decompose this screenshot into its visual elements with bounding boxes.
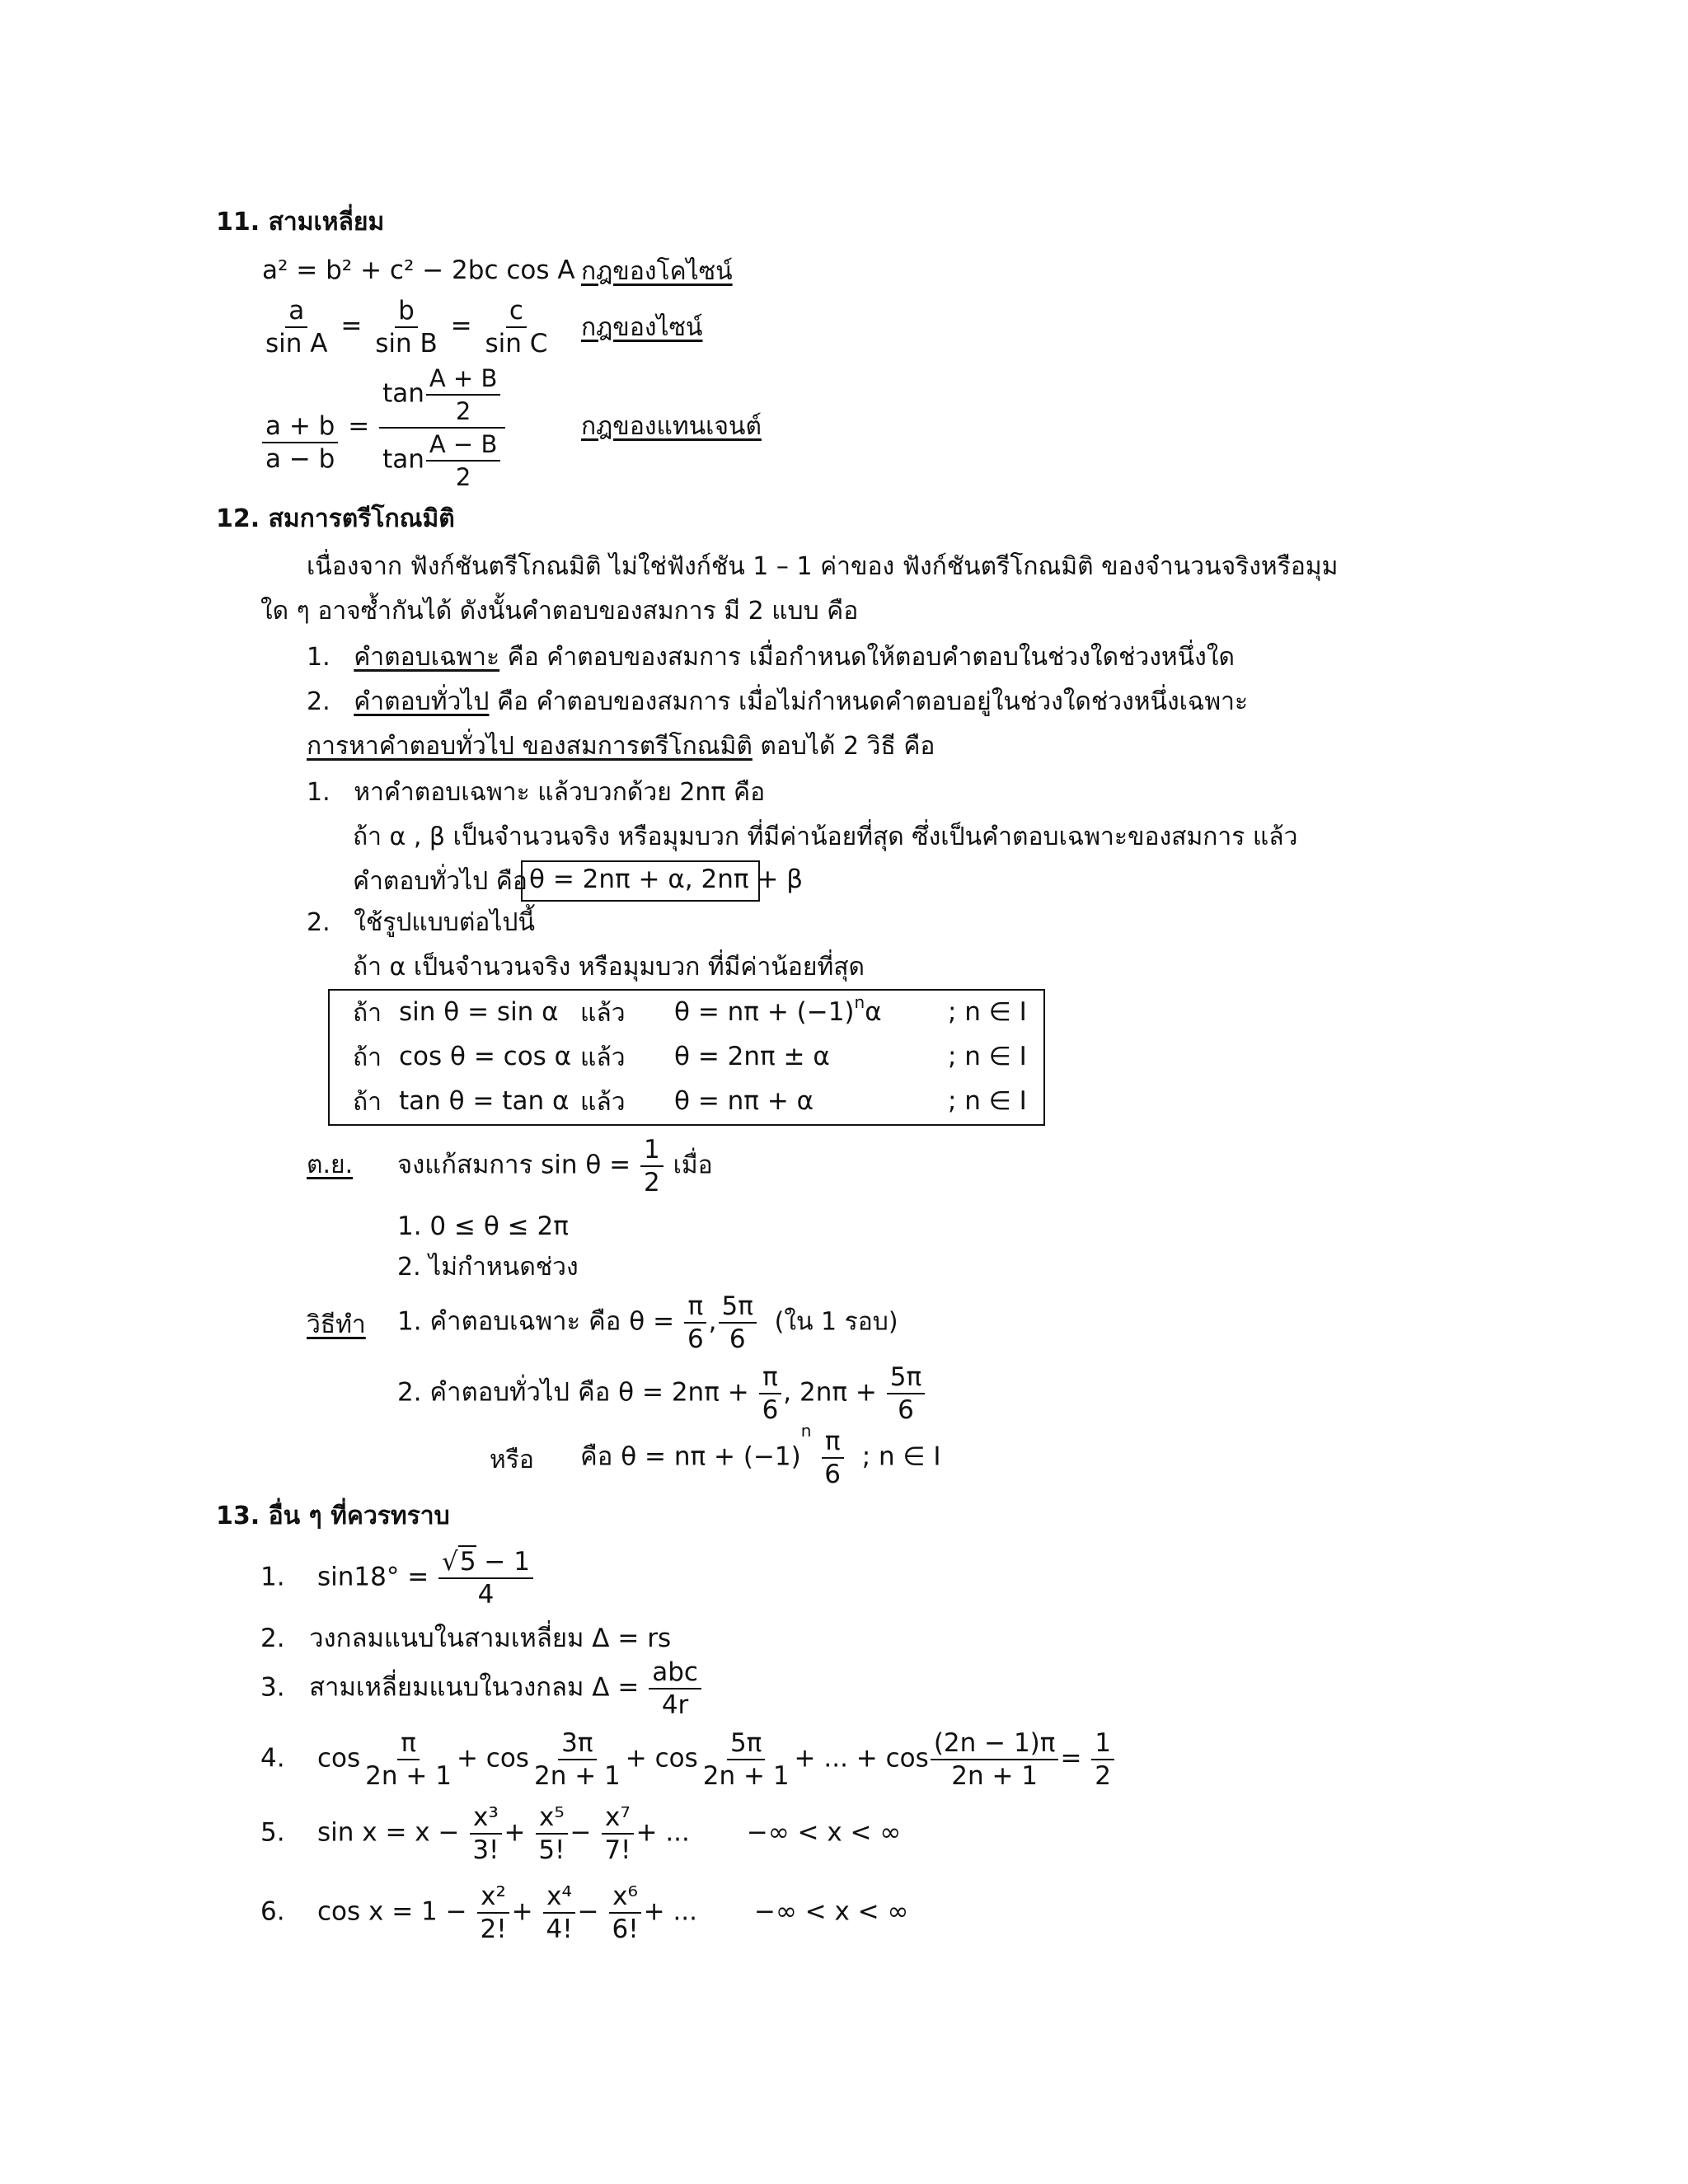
- solution-label: วิธีทำ: [307, 1310, 366, 1339]
- solution-step-2: 2. คำตอบทั่วไป คือ θ = 2nπ + $\frac{\pi}{6}$ , 2nπ + $\frac{5\pi}{6}$: [397, 1361, 926, 1426]
- solution-step-3: คือ $\theta = n\pi + (-1)^n$ $\frac{\pi}{6}$ ; n ∈ I: [580, 1421, 941, 1489]
- example-condition-1: 1. 0 ≤ θ ≤ 2π: [397, 1212, 569, 1241]
- method-1-line-2: ถ้า α , β เป็นจำนวนจริง หรือมุมบวก ที่มีค่าน้อยที่สุด ซึ่งเป็นคำตอบเฉพาะของสมการ แล้ว: [353, 823, 1298, 851]
- example-problem: จงแก้สมการ sin θ = $\frac{1}{2}$ เมื่อ: [397, 1135, 713, 1197]
- section-11-heading: 11. สามเหลี่ยม: [216, 208, 385, 237]
- fact-sin18: 1. sin18° = $\frac{√5 - 1}{4}$: [260, 1546, 535, 1610]
- fact-cos-series: 6. cos x = 1 − $\frac{\text{x²}}{2!}$ + $\frac{\text{x⁴}}{4!}$ − $\frac{\text{x⁶}}{6!}$ + ... −∞ < x < ∞: [260, 1882, 909, 1944]
- fact-incircle: 2. วงกลมแนบในสามเหลี่ยม Δ = rs: [260, 1624, 672, 1653]
- sine-law-label: กฎของไซน์: [581, 313, 703, 342]
- tangent-law-label: กฎของแทนเจนต์: [581, 412, 762, 441]
- example-condition-2: 2. ไม่กำหนดช่วง: [397, 1253, 579, 1282]
- answer-type-1: 1. คำตอบเฉพาะ คือ คำตอบของสมการ เมื่อกำหนดให้ตอบคำตอบในช่วงใดช่วงหนึ่งใด: [307, 643, 1235, 672]
- sine-law-formula: $\frac{a}{\text{sin A}}$ = $\frac{b}{\text{sin B}}$ = $\frac{c}{\text{sin C}}$: [265, 296, 548, 359]
- tangent-law-formula: $\frac{a + b}{a - b}$ = tan $\frac{A + B}{2}$ tan $\frac{A - B}{2}$: [260, 363, 507, 493]
- intro-paragraph-line-1: เนื่องจาก ฟังก์ชันตรีโกณมิติ ไม่ใช่ฟังก์ชัน 1 – 1 ค่าของ ฟังก์ชันตรีโกณมิติ ของจำนวนจริงหรือมุม: [307, 552, 1339, 581]
- formula-row-tan: ถ้า tan θ = tan α แล้ว θ = nπ + α ; n ∈ I: [353, 1086, 1027, 1117]
- fact-circumcircle: 3. สามเหลี่ยมแนบในวงกลม Δ = $\frac{\text{abc}}{4r}$: [260, 1657, 703, 1721]
- answer-type-2: 2. คำตอบทั่วไป คือ คำตอบของสมการ เมื่อไม่กำหนดคำตอบอยู่ในช่วงใดช่วงหนึ่งเฉพาะ: [307, 687, 1249, 716]
- formula-row-sin: ถ้า sin θ = sin α แล้ว $\theta = n\pi + (-1)^n\alpha$ ; n ∈ I: [353, 992, 1027, 1028]
- solution-or: หรือ: [490, 1446, 534, 1474]
- method-1-line-3: คำตอบทั่วไป คือ: [353, 867, 528, 896]
- general-solution-methods: การหาคำตอบทั่วไป ของสมการตรีโกณมิติ ตอบได้ 2 วิธี คือ: [307, 732, 935, 761]
- section-12-heading: 12. สมการตรีโกณมิติ: [216, 504, 455, 533]
- cosine-law-formula: a² = b² + c² − 2bc cos A: [262, 255, 575, 285]
- fact-sin-series: 5. sin x = x − $\frac{\text{x³}}{3!}$ + $\frac{\text{x⁵}}{5!}$ − $\frac{\text{x⁷}}{7!}$ + ... −∞ < x < ∞: [260, 1802, 902, 1865]
- formula-row-cos: ถ้า cos θ = cos α แล้ว θ = 2nπ ± α ; n ∈ I: [353, 1042, 1027, 1072]
- section-13-heading: 13. อื่น ๆ ที่ควรทราบ: [216, 1502, 450, 1530]
- method-1: 1. หาคำตอบเฉพาะ แล้วบวกด้วย 2nπ คือ: [307, 778, 766, 807]
- solution-step-1: 1. คำตอบเฉพาะ คือ θ = $\frac{\pi}{6}$ , $\frac{5\pi}{6}$ (ใน 1 รอบ): [397, 1291, 898, 1354]
- method-2-line-2: ถ้า α เป็นจำนวนจริง หรือมุมบวก ที่มีค่าน้อยที่สุด: [353, 953, 865, 982]
- general-solution-formula: θ = 2nπ + α, 2nπ + β: [529, 865, 804, 894]
- method-2: 2. ใช้รูปแบบต่อไปนี้: [307, 908, 535, 937]
- cosine-law-label: กฎของโคไซน์: [581, 257, 733, 286]
- example-label: ต.ย.: [307, 1151, 354, 1179]
- intro-paragraph-line-2: ใด ๆ อาจซ้ำกันได้ ดังนั้นคำตอบของสมการ มี 2 แบบ คือ: [260, 597, 859, 626]
- fact-cosine-sum: 4. cos $\frac{\pi}{2n + 1}$ + cos $\frac{3\pi}{2n + 1}$ + cos $\frac{5\pi}{2n + 1}$ + ... + cos $\frac{(2n - 1)\pi}{2n + 1}$ = $\frac{1}{2}$: [260, 1727, 1116, 1792]
